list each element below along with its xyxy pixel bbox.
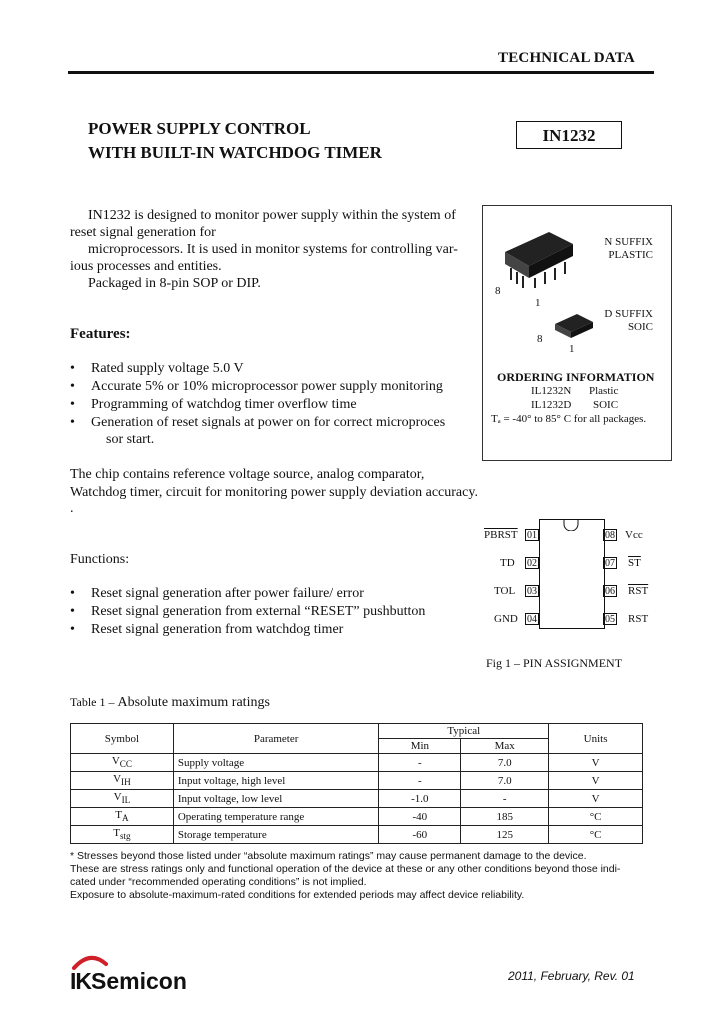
logo-mark: IK <box>70 968 91 994</box>
cell-parameter: Input voltage, high level <box>173 772 379 790</box>
soic-package-illustration <box>549 310 599 344</box>
description-line-3: . <box>70 501 74 516</box>
intro-line-1: IN1232 is designed to monitor power supply within the system of <box>88 208 456 223</box>
feature-item: Rated supply voltage 5.0 V <box>91 361 244 376</box>
cell-min: -60 <box>379 826 461 844</box>
feature-item: Generation of reset signals at power on for correct microproces <box>91 415 446 430</box>
part-number-box: IN1232 <box>516 121 622 149</box>
description-line-2: Watchdog timer, circuit for monitoring power supply deviation accuracy. <box>70 485 478 500</box>
cell-unit: V <box>549 772 643 790</box>
header-symbol: Symbol <box>71 724 174 754</box>
cell-symbol: $V_{CC}$ <box>71 754 174 772</box>
pin-7-number: 07 <box>605 558 615 569</box>
header-min: Min <box>379 739 461 754</box>
cell-symbol: $V_{IH}$ <box>71 772 174 790</box>
table-row <box>71 826 643 844</box>
cell-parameter: Supply voltage <box>173 754 379 772</box>
package-info-box <box>482 205 672 461</box>
document-header-label: TECHNICAL DATA <box>498 50 635 66</box>
soic-pin8-label: 8 <box>537 333 543 345</box>
cell-symbol: $T_{stg}$ <box>71 826 174 844</box>
title-line-2: WITH BUILT-IN WATCHDOG TIMER <box>88 143 382 162</box>
pin-2-name: TD <box>500 557 515 569</box>
pin-1-number: 01 <box>527 530 537 541</box>
function-item: Reset signal generation from watchdog timer <box>91 622 344 637</box>
cell-min: - <box>379 772 461 790</box>
pin-7-name: $\overline{ST}$ <box>628 557 641 569</box>
pin-4-number: 04 <box>527 614 537 625</box>
absolute-maximum-ratings-table <box>70 723 643 844</box>
table-row <box>71 808 643 826</box>
pin-8-name: Vcc <box>625 529 643 541</box>
ic-body <box>539 519 605 629</box>
ordering-info-title: ORDERING INFORMATION <box>497 370 655 384</box>
bullet-icon: • <box>70 397 75 412</box>
pin-6-name: $\overline{RST}$ <box>628 585 649 597</box>
title-line-1: POWER SUPPLY CONTROL <box>88 119 311 138</box>
intro-line-4: ious processes and entities. <box>70 259 222 274</box>
note-line-4: Exposure to absolute-maximum-rated conditions for extended periods may affect device reliability. <box>70 889 525 901</box>
feature-item-continuation: sor start. <box>106 432 155 447</box>
d-suffix-type: SOIC <box>627 321 653 333</box>
dip-pin8-label: 8 <box>495 285 501 297</box>
n-suffix-type: PLASTIC <box>608 249 653 261</box>
order-n-package: Plastic <box>589 385 619 397</box>
cell-min: - <box>379 754 461 772</box>
table-caption-title: Absolute maximum ratings <box>117 695 270 710</box>
function-item: Reset signal generation after power failure/ error <box>91 586 364 601</box>
soic-pin1-label: 1 <box>569 343 575 355</box>
revision-date: 2011, February, Rev. 01 <box>508 969 635 983</box>
cell-min: -1.0 <box>379 790 461 808</box>
dip-pin1-label: 1 <box>535 297 541 309</box>
header-max: Max <box>461 739 549 754</box>
order-n-part: IL1232N <box>531 385 572 397</box>
feature-item: Accurate 5% or 10% microprocessor power supply monitoring <box>91 379 443 394</box>
cell-max: 125 <box>461 826 549 844</box>
pin-5-number: 05 <box>605 614 615 625</box>
table-caption <box>70 695 270 711</box>
note-line-2: These are stress ratings only and functional operation of the device at these or any other conditions beyond those indi- <box>70 863 621 875</box>
intro-line-3: microprocessors. It is used in monitor systems for controlling var- <box>88 242 458 257</box>
function-item: Reset signal generation from external “RESET” pushbutton <box>91 604 426 619</box>
bullet-icon: • <box>70 415 75 430</box>
pin-3-number: 03 <box>527 586 537 597</box>
order-d-package: SOIC <box>593 399 619 411</box>
note-line-1: * Stresses beyond those listed under “absolute maximum ratings” may cause permanent damage to the device. <box>70 850 587 862</box>
header-rule <box>68 71 654 74</box>
cell-parameter: Storage temperature <box>173 826 379 844</box>
header-parameter: Parameter <box>173 724 379 754</box>
cell-max: 185 <box>461 808 549 826</box>
pin-assignment-caption: Fig 1 – PIN ASSIGNMENT <box>486 656 623 670</box>
cell-max: - <box>461 790 549 808</box>
cell-max: 7.0 <box>461 772 549 790</box>
table-row <box>71 772 643 790</box>
cell-unit: V <box>549 790 643 808</box>
pin-2-number: 02 <box>527 558 537 569</box>
ic-notch <box>562 519 580 531</box>
pin-1-name: PBRST <box>484 529 518 541</box>
pin-5-name: RST <box>628 613 649 625</box>
cell-symbol: $T_A$ <box>71 808 174 826</box>
note-line-3: cated under “recommended operating conditions” is not implied. <box>70 876 367 888</box>
cell-parameter: Operating temperature range <box>173 808 379 826</box>
header-typical: Typical <box>379 724 549 739</box>
cell-parameter: Input voltage, low level <box>173 790 379 808</box>
dip-package-illustration <box>497 224 577 294</box>
header-units: Units <box>549 724 643 754</box>
cell-unit: °C <box>549 826 643 844</box>
functions-heading: Functions: <box>70 552 130 567</box>
cell-unit: °C <box>549 808 643 826</box>
company-logo <box>70 962 187 994</box>
temperature-note: Tₐ = -40° to 85° C for all packages. <box>491 413 647 425</box>
table-row <box>71 790 643 808</box>
order-d-part: IL1232D <box>531 399 572 411</box>
pin-8-number: 08 <box>605 530 615 541</box>
cell-symbol: $V_{IL}$ <box>71 790 174 808</box>
intro-line-5: Packaged in 8-pin SOP or DIP. <box>88 276 261 291</box>
bullet-icon: • <box>70 586 75 601</box>
bullet-icon: • <box>70 622 75 637</box>
bullet-icon: • <box>70 361 75 376</box>
feature-item: Programming of watchdog timer overflow time <box>91 397 357 412</box>
cell-min: -40 <box>379 808 461 826</box>
intro-line-2: reset signal generation for <box>70 225 216 240</box>
bullet-icon: • <box>70 379 75 394</box>
table-caption-prefix: Table 1 – <box>70 695 115 709</box>
cell-max: 7.0 <box>461 754 549 772</box>
d-suffix-label: D SUFFIX <box>604 308 653 320</box>
pin-6-number: 06 <box>605 586 615 597</box>
pin-4-name: GND <box>494 613 518 625</box>
cell-unit: V <box>549 754 643 772</box>
description-line-1: The chip contains reference voltage source, analog comparator, <box>70 467 425 482</box>
pin-3-name: TOL <box>494 585 516 597</box>
features-heading: Features: <box>70 326 131 342</box>
table-row <box>71 754 643 772</box>
logo-text: Semicon <box>91 968 187 994</box>
bullet-icon: • <box>70 604 75 619</box>
n-suffix-label: N SUFFIX <box>604 236 653 248</box>
